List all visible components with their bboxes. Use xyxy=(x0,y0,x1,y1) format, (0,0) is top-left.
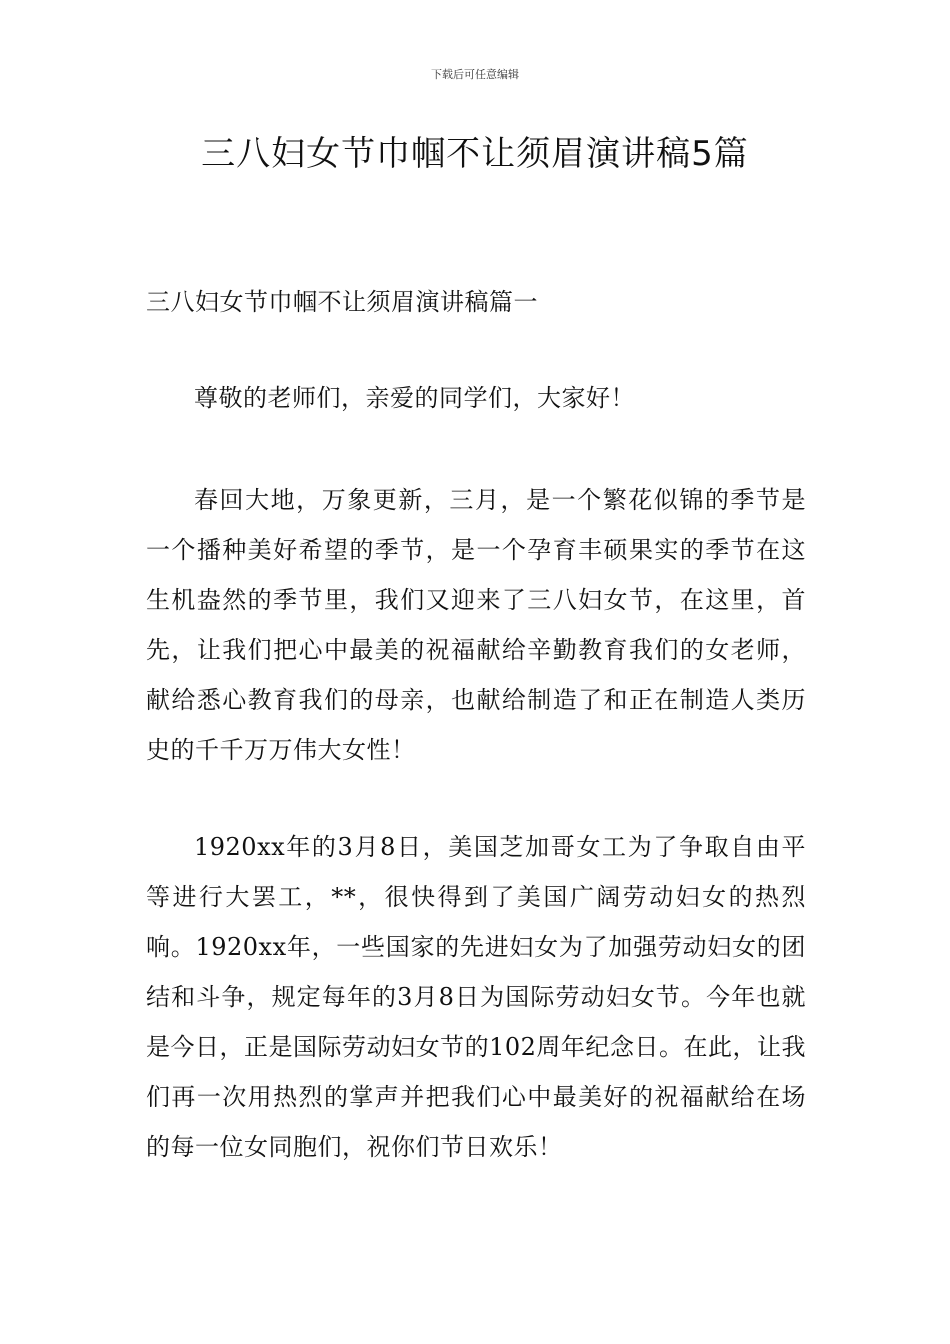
document-title: 三八妇女节巾帼不让须眉演讲稿5篇 xyxy=(201,134,749,174)
greeting-paragraph: 尊敬的老师们，亲爱的同学们，大家好！ xyxy=(194,384,635,412)
header-note: 下载后可任意编辑 xyxy=(431,68,519,81)
body-paragraph-spring: 春回大地，万象更新，三月，是一个繁花似锦的季节是一个播种美好希望的季节，是一个孕育丰硕果实的季节在这生机盎然的季节里，我们又迎来了三八妇女节，在这里，首先，让我们把心中最美的祝福献给辛勤教育我们的女老师，献给悉心教育我们的母亲，也献给制造了和正在制造人类历史的千千万万伟大女性！ xyxy=(146,486,806,764)
section-heading: 三八妇女节巾帼不让须眉演讲稿篇一 xyxy=(146,288,538,316)
body-paragraph-history: 1920xx年的3月8日，美国芝加哥女工为了争取自由平等进行大罢工，**，很快得到了美国广阔劳动妇女的热烈响。1920xx年，一些国家的先进妇女为了加强劳动妇女的团结和斗争，规定每年的3月8日为国际劳动妇女节。今年也就是今日，正是国际劳动妇女节的102周年纪念日。在此，让我们再一次用热烈的掌声并把我们心中最美好的祝福献给在场的每一位女同胞们，祝你们节日欢乐！ xyxy=(146,833,806,1161)
